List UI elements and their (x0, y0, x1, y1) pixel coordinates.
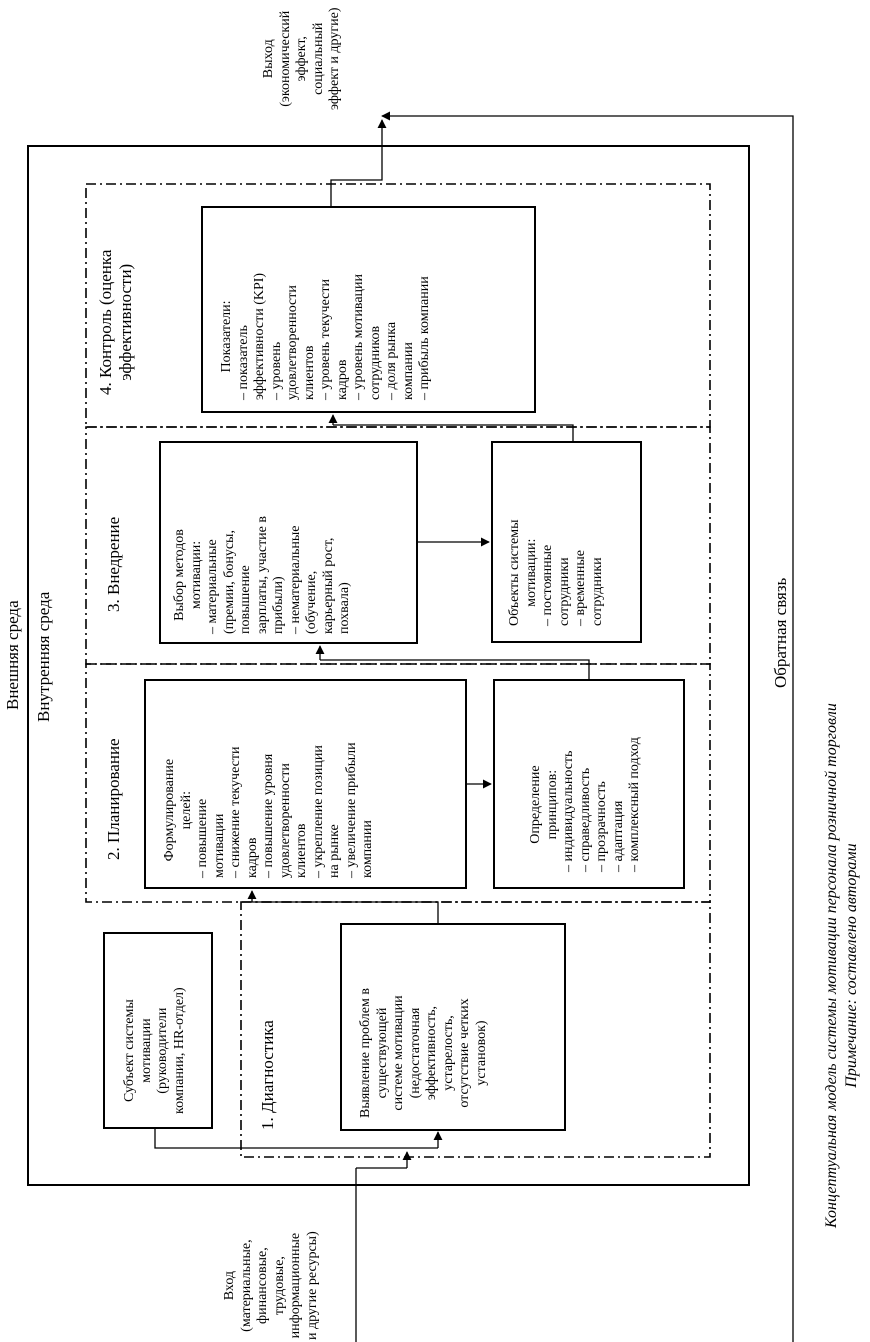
indicators-text: Показатели: – показатель эффективности (KPI) – уровень удовлетворенности клиентов – уровень текучести кадров – уровень мотивации сотрудников – доля рынка компании – прибыль компании (219, 272, 432, 400)
stage-title-planning: 2. Планирование (104, 738, 123, 860)
principles-text: Определение принципов: – индивидуальность – справедливость – прозрачность – адаптация – комплексный подход (528, 737, 642, 872)
inner-environment-label: Внутренняя среда (34, 591, 53, 722)
input-label: Вход (материальные, финансовые, трудовые, информационные и другие ресурсы) (222, 1231, 320, 1340)
output-label: Выход (экономический эффект, социальный эффект и другие) (261, 7, 342, 110)
outer-environment-label: Внешняя среда (3, 600, 22, 710)
stage-title-control: 4. Контроль (оценка эффективности) (96, 249, 135, 395)
stage-title-diagnostics: 1. Диагностика (258, 1020, 277, 1130)
figure-caption: Концептуальная модель системы мотивации персонала розничной торговли Примечание: составлено авторами (823, 703, 860, 1228)
stage-title-implementation: 3. Внедрение (104, 516, 123, 612)
objects-text: Объекты системы мотивации: – постоянные сотрудники – временные сотрудники (507, 519, 605, 626)
goals-text: Формулирование целей: – повышение мотивации – снижение текучести кадров – повышение уровня удовлетворенности клиентов – укрепление позиции на рынке – увеличение прибыли компании (162, 742, 375, 878)
problems-text: Выявление проблем в существующей системе мотивации (недостаточная эффективность, устарелость, отсутствие четких установок) (358, 988, 489, 1118)
subject-text: Субъект системы мотивации (руководители компании, HR-отдел) (122, 987, 187, 1114)
feedback-label: Обратная связь (771, 577, 790, 688)
methods-text: Выбор методов мотивации: – материальные (премии, бонусы, повышение зарплаты, участие в прибыли) – нематериальные (обучение, карьерный рост, похвала) (172, 515, 352, 634)
